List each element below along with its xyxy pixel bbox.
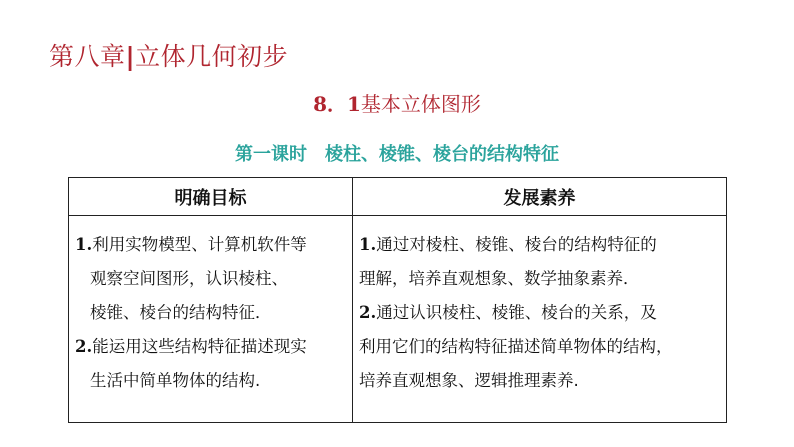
table-header-row bbox=[69, 178, 727, 216]
chapter-prefix: 第八章 bbox=[49, 42, 126, 71]
chapter-name: 立体几何初步 bbox=[135, 42, 289, 71]
lesson-title: 第一课时 棱柱、棱锥、棱台的结构特征 bbox=[235, 144, 559, 165]
goal-item-1 bbox=[69, 228, 352, 330]
header-develop-literacy: 发展素养 bbox=[353, 178, 727, 216]
section-title bbox=[0, 91, 794, 117]
literacy-cell bbox=[353, 216, 727, 423]
literacy-item-1-text-1: 通过对棱柱、棱锥、棱台的结构特征的 bbox=[376, 235, 657, 254]
literacy-item-2-line-3: 培养直观想象、逻辑推理素养. bbox=[359, 371, 579, 390]
goal-item-1-line-3: 棱锥、棱台的结构特征． bbox=[90, 303, 272, 322]
goal-item-1-number: 1. bbox=[75, 235, 93, 254]
goal-item-1-line-2: 观察空间图形，认识棱柱、 bbox=[90, 269, 288, 288]
goal-item-1-line-1 bbox=[69, 228, 352, 262]
goal-item-1-text-1: 利用实物模型、计算机软件等 bbox=[92, 235, 307, 254]
literacy-item-2-number: 2. bbox=[359, 303, 377, 322]
goal-item-2 bbox=[69, 330, 352, 398]
table-row bbox=[69, 216, 727, 423]
literacy-item-2-text-1: 通过认识棱柱、棱锥、棱台的关系，及 bbox=[376, 303, 657, 322]
header-clear-goals: 明确目标 bbox=[69, 178, 353, 216]
literacy-item-1 bbox=[353, 228, 726, 296]
goal-item-2-text-1: 能运用这些结构特征描述现实 bbox=[92, 337, 307, 356]
goal-item-2-line-1 bbox=[69, 330, 352, 364]
goals-table bbox=[68, 177, 727, 423]
literacy-item-1-line-1 bbox=[353, 228, 726, 262]
literacy-item-2-line-1 bbox=[353, 296, 726, 330]
goal-item-2-line-2: 生活中简单物体的结构. bbox=[90, 371, 261, 390]
literacy-item-1-number: 1. bbox=[359, 235, 377, 254]
chapter-title bbox=[49, 42, 288, 72]
chapter-separator: | bbox=[125, 42, 136, 71]
literacy-item-2-line-2: 利用它们的结构特征描述简单物体的结构， bbox=[359, 337, 673, 356]
goals-cell bbox=[69, 216, 353, 423]
literacy-item-2 bbox=[353, 296, 726, 398]
section-name: 基本立体图形 bbox=[360, 92, 481, 116]
literacy-item-1-line-2: 理解，培养直观想象、数学抽象素养． bbox=[359, 269, 640, 288]
goal-item-2-number: 2. bbox=[75, 337, 93, 356]
section-number: 8．1 bbox=[313, 92, 361, 116]
